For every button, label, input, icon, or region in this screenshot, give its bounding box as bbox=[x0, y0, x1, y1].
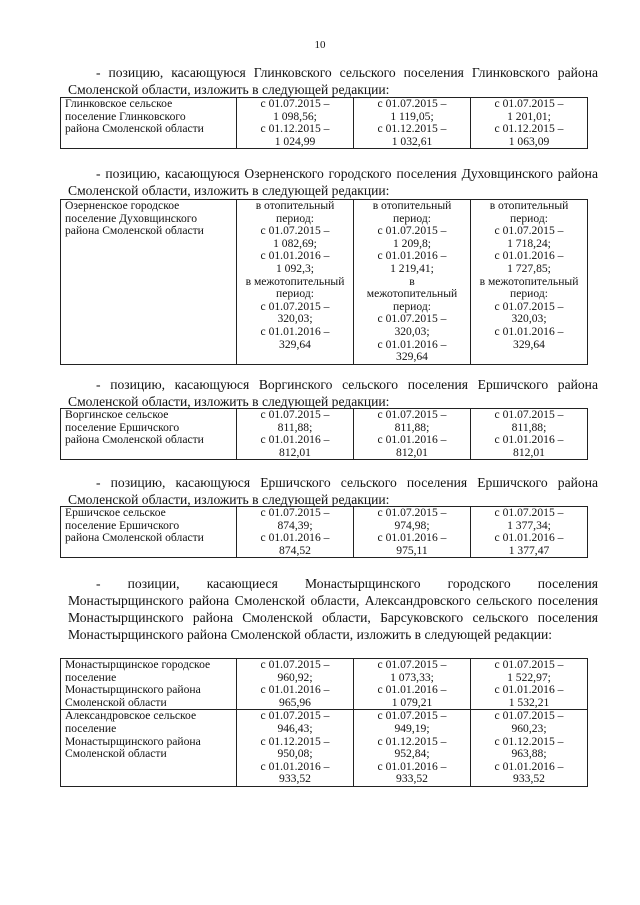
cell-line: района Смоленской области bbox=[65, 224, 204, 238]
cell-line: в bbox=[409, 274, 415, 288]
tariff-cell bbox=[237, 507, 354, 558]
cell-line: с 01.01.2016 – bbox=[260, 683, 330, 697]
cell-line: с 01.01.2016 – bbox=[494, 249, 564, 263]
cell-line: с 01.07.2015 – bbox=[260, 408, 330, 421]
cell-line: 949,19; bbox=[394, 721, 430, 735]
cell-line: 933,52 bbox=[279, 772, 311, 786]
cell-line: с 01.01.2016 – bbox=[494, 683, 564, 697]
cell-line: 1 532,21 bbox=[508, 695, 550, 709]
section-5-table bbox=[60, 658, 588, 787]
section-2-table bbox=[60, 199, 588, 365]
cell-line: 812,01 bbox=[279, 445, 311, 459]
cell-line: Александровское сельское bbox=[65, 709, 197, 723]
cell-line: 960,23; bbox=[511, 721, 547, 735]
cell-line: 1 079,21 bbox=[391, 695, 433, 709]
intro-text: - позицию, касающуюся Воргинского сельского поселения Ершичского района Смоленской области, изложить в следующей редакции: bbox=[68, 377, 598, 409]
cell-line: 1 024,99 bbox=[274, 134, 316, 148]
cell-line: с 01.07.2015 – bbox=[377, 709, 447, 723]
page-number: 10 bbox=[314, 39, 326, 51]
section-1-table bbox=[60, 97, 588, 149]
cell-line: с 01.07.2015 – bbox=[260, 97, 330, 110]
cell-line: 874,52 bbox=[279, 543, 311, 557]
cell-line: в отопительный bbox=[255, 199, 335, 212]
cell-line: с 01.07.2015 – bbox=[494, 97, 564, 110]
cell-line: с 01.01.2016 – bbox=[260, 531, 330, 545]
cell-line: 965,96 bbox=[279, 695, 311, 709]
cell-line: с 01.07.2015 – bbox=[377, 506, 447, 519]
cell-line: Озерненское городское bbox=[65, 199, 180, 212]
cell-line: с 01.07.2015 – bbox=[260, 299, 330, 313]
tariff-cell bbox=[354, 710, 471, 787]
cell-line: 1 727,85; bbox=[507, 261, 551, 275]
cell-line: с 01.12.2015 – bbox=[260, 122, 330, 136]
tariff-cell bbox=[237, 98, 354, 149]
cell-line: Смоленской области bbox=[65, 747, 167, 761]
cell-line: 320,03; bbox=[394, 324, 430, 338]
tariff-cell bbox=[471, 200, 588, 365]
cell-line: 1 073,33; bbox=[390, 670, 434, 684]
settlement-name bbox=[61, 409, 237, 460]
cell-line: в межотопительный bbox=[479, 274, 579, 288]
cell-line: с 01.07.2015 – bbox=[377, 408, 447, 421]
settlement-name bbox=[61, 98, 237, 149]
cell-line: Воргинское сельское bbox=[65, 408, 169, 421]
cell-line: с 01.01.2016 – bbox=[377, 683, 447, 697]
cell-line: поселение bbox=[65, 670, 117, 684]
table-row bbox=[61, 659, 588, 710]
cell-line: с 01.01.2016 – bbox=[377, 337, 447, 351]
tariff-cell bbox=[237, 200, 354, 365]
tariff-cell bbox=[354, 659, 471, 710]
cell-line: с 01.01.2016 – bbox=[377, 433, 447, 447]
cell-line: с 01.12.2015 – bbox=[260, 734, 330, 748]
cell-line: 950,08; bbox=[277, 747, 313, 761]
cell-line: в отопительный bbox=[489, 199, 569, 212]
cell-line: с 01.07.2015 – bbox=[494, 224, 564, 238]
cell-line: 874,39; bbox=[277, 518, 313, 532]
cell-line: 320,03; bbox=[511, 312, 547, 326]
cell-line: 1 377,47 bbox=[508, 543, 550, 557]
cell-line: период: bbox=[393, 211, 431, 225]
cell-line: в отопительный bbox=[372, 199, 452, 212]
settlement-name bbox=[61, 659, 237, 710]
cell-line: с 01.01.2016 – bbox=[260, 433, 330, 447]
cell-line: период: bbox=[276, 211, 314, 225]
cell-line: 952,84; bbox=[394, 747, 430, 761]
cell-line: 1 032,61 bbox=[391, 134, 433, 148]
cell-line: межотопительный bbox=[366, 287, 458, 301]
cell-line: с 01.01.2016 – bbox=[260, 249, 330, 263]
cell-line: Ершичское сельское bbox=[65, 506, 166, 519]
cell-line: период: bbox=[276, 287, 314, 301]
cell-line: 1 082,69; bbox=[273, 236, 317, 250]
cell-line: 811,88; bbox=[277, 420, 313, 434]
cell-line: 320,03; bbox=[277, 312, 313, 326]
cell-line: 960,92; bbox=[277, 670, 313, 684]
intro-text: - позиции, касающиеся Монастырщинского городского поселения Монастырщинского района Смоленской области, Александровского сельского поселения Монастырщинского района Смоленской области, Барсуковского сельского поселения Монастырщинского района Смоленской области, изложить в следующей редакции: bbox=[68, 576, 598, 642]
intro-text: - позицию, касающуюся Глинковского сельского поселения Глинковского района Смоленской области, изложить в следующей редакции: bbox=[68, 65, 598, 97]
cell-line: 811,88; bbox=[394, 420, 430, 434]
cell-line: с 01.07.2015 – bbox=[377, 312, 447, 326]
table-row bbox=[61, 98, 588, 149]
cell-line: 946,43; bbox=[277, 721, 313, 735]
cell-line: с 01.07.2015 – bbox=[377, 658, 447, 671]
cell-line: с 01.07.2015 – bbox=[494, 658, 564, 671]
cell-line: период: bbox=[510, 211, 548, 225]
cell-line: с 01.07.2015 – bbox=[494, 408, 564, 421]
cell-line: поселение Ершичского bbox=[65, 420, 180, 434]
tariff-cell bbox=[237, 659, 354, 710]
cell-line: с 01.07.2015 – bbox=[260, 224, 330, 238]
tariff-cell bbox=[354, 507, 471, 558]
cell-line: поселение Ершичского bbox=[65, 518, 180, 532]
cell-line: Монастырщинское городское bbox=[65, 658, 211, 671]
cell-line: 1 098,56; bbox=[273, 109, 317, 123]
tariff-cell bbox=[471, 507, 588, 558]
settlement-name bbox=[61, 200, 237, 365]
cell-line: 1 063,09 bbox=[508, 134, 550, 148]
section-3-intro bbox=[68, 376, 598, 410]
cell-line: 812,01 bbox=[396, 445, 428, 459]
cell-line: период: bbox=[393, 299, 431, 313]
section-4-intro bbox=[68, 474, 598, 508]
cell-line: 1 092,3; bbox=[275, 261, 314, 275]
tariff-cell bbox=[471, 98, 588, 149]
cell-line: района Смоленской области bbox=[65, 531, 204, 545]
cell-line: района Смоленской области bbox=[65, 122, 204, 136]
cell-line: 1 718,24; bbox=[507, 236, 551, 250]
cell-line: с 01.01.2016 – bbox=[494, 759, 564, 773]
cell-line: 1 209,8; bbox=[392, 236, 431, 250]
cell-line: с 01.07.2015 – bbox=[377, 97, 447, 110]
cell-line: 1 522,97; bbox=[507, 670, 551, 684]
cell-line: 812,01 bbox=[513, 445, 545, 459]
cell-line: 329,64 bbox=[513, 337, 545, 351]
cell-line: с 01.01.2016 – bbox=[260, 759, 330, 773]
tariff-cell bbox=[471, 659, 588, 710]
cell-line: с 01.12.2015 – bbox=[494, 122, 564, 136]
settlement-name bbox=[61, 507, 237, 558]
section-2-intro bbox=[68, 165, 598, 199]
tariff-cell bbox=[354, 200, 471, 365]
cell-line: в межотопительный bbox=[245, 274, 345, 288]
cell-line: с 01.01.2016 – bbox=[377, 759, 447, 773]
cell-line: 975,11 bbox=[396, 543, 428, 557]
section-4-table bbox=[60, 506, 588, 558]
tariff-cell bbox=[354, 98, 471, 149]
table-row bbox=[61, 200, 588, 365]
cell-line: 933,52 bbox=[513, 772, 545, 786]
table-row bbox=[61, 409, 588, 460]
cell-line: с 01.01.2016 – bbox=[494, 324, 564, 338]
cell-line: Монастырщинского района bbox=[65, 683, 201, 697]
cell-line: с 01.12.2015 – bbox=[494, 734, 564, 748]
tariff-cell bbox=[471, 710, 588, 787]
cell-line: поселение Глинковского bbox=[65, 109, 186, 123]
cell-line: Смоленской области bbox=[65, 695, 167, 709]
table-row bbox=[61, 710, 588, 787]
intro-text: - позицию, касающуюся Озерненского городского поселения Духовщинского района Смоленской области, изложить в следующей редакции: bbox=[68, 166, 598, 198]
cell-line: с 01.07.2015 – bbox=[260, 506, 330, 519]
cell-line: 329,64 bbox=[279, 337, 311, 351]
cell-line: 1 119,05; bbox=[390, 109, 434, 123]
cell-line: с 01.07.2015 – bbox=[494, 506, 564, 519]
cell-line: Глинковское сельское bbox=[65, 97, 173, 110]
cell-line: поселение bbox=[65, 721, 117, 735]
cell-line: с 01.01.2016 – bbox=[260, 324, 330, 338]
section-5-intro bbox=[68, 575, 598, 643]
cell-line: с 01.01.2016 – bbox=[377, 531, 447, 545]
section-1-intro bbox=[68, 64, 598, 98]
cell-line: с 01.07.2015 – bbox=[494, 299, 564, 313]
cell-line: с 01.07.2015 – bbox=[260, 709, 330, 723]
cell-line: 1 377,34; bbox=[507, 518, 551, 532]
cell-line: с 01.01.2016 – bbox=[377, 249, 447, 263]
cell-line: 329,64 bbox=[396, 350, 428, 364]
cell-line: с 01.12.2015 – bbox=[377, 122, 447, 136]
cell-line: с 01.01.2016 – bbox=[494, 531, 564, 545]
cell-line: с 01.01.2016 – bbox=[494, 433, 564, 447]
cell-line: с 01.07.2015 – bbox=[494, 709, 564, 723]
settlement-name bbox=[61, 710, 237, 787]
intro-text: - позицию, касающуюся Ершичского сельского поселения Ершичского района Смоленской области, изложить в следующей редакции: bbox=[68, 475, 598, 507]
tariff-cell bbox=[237, 409, 354, 460]
cell-line: 1 219,41; bbox=[390, 261, 434, 275]
section-3-table bbox=[60, 408, 588, 460]
cell-line: 1 201,01; bbox=[507, 109, 551, 123]
table-row bbox=[61, 507, 588, 558]
tariff-cell bbox=[237, 710, 354, 787]
cell-line: с 01.07.2015 – bbox=[260, 658, 330, 671]
cell-line: с 01.07.2015 – bbox=[377, 224, 447, 238]
tariff-cell bbox=[354, 409, 471, 460]
cell-line: 974,98; bbox=[394, 518, 430, 532]
tariff-cell bbox=[471, 409, 588, 460]
cell-line: с 01.12.2015 – bbox=[377, 734, 447, 748]
cell-line: района Смоленской области bbox=[65, 433, 204, 447]
cell-line: период: bbox=[510, 287, 548, 301]
cell-line: 963,88; bbox=[511, 747, 547, 761]
cell-line: поселение Духовщинского bbox=[65, 211, 198, 225]
cell-line: Монастырщинского района bbox=[65, 734, 201, 748]
cell-line: 933,52 bbox=[396, 772, 428, 786]
cell-line: 811,88; bbox=[511, 420, 547, 434]
